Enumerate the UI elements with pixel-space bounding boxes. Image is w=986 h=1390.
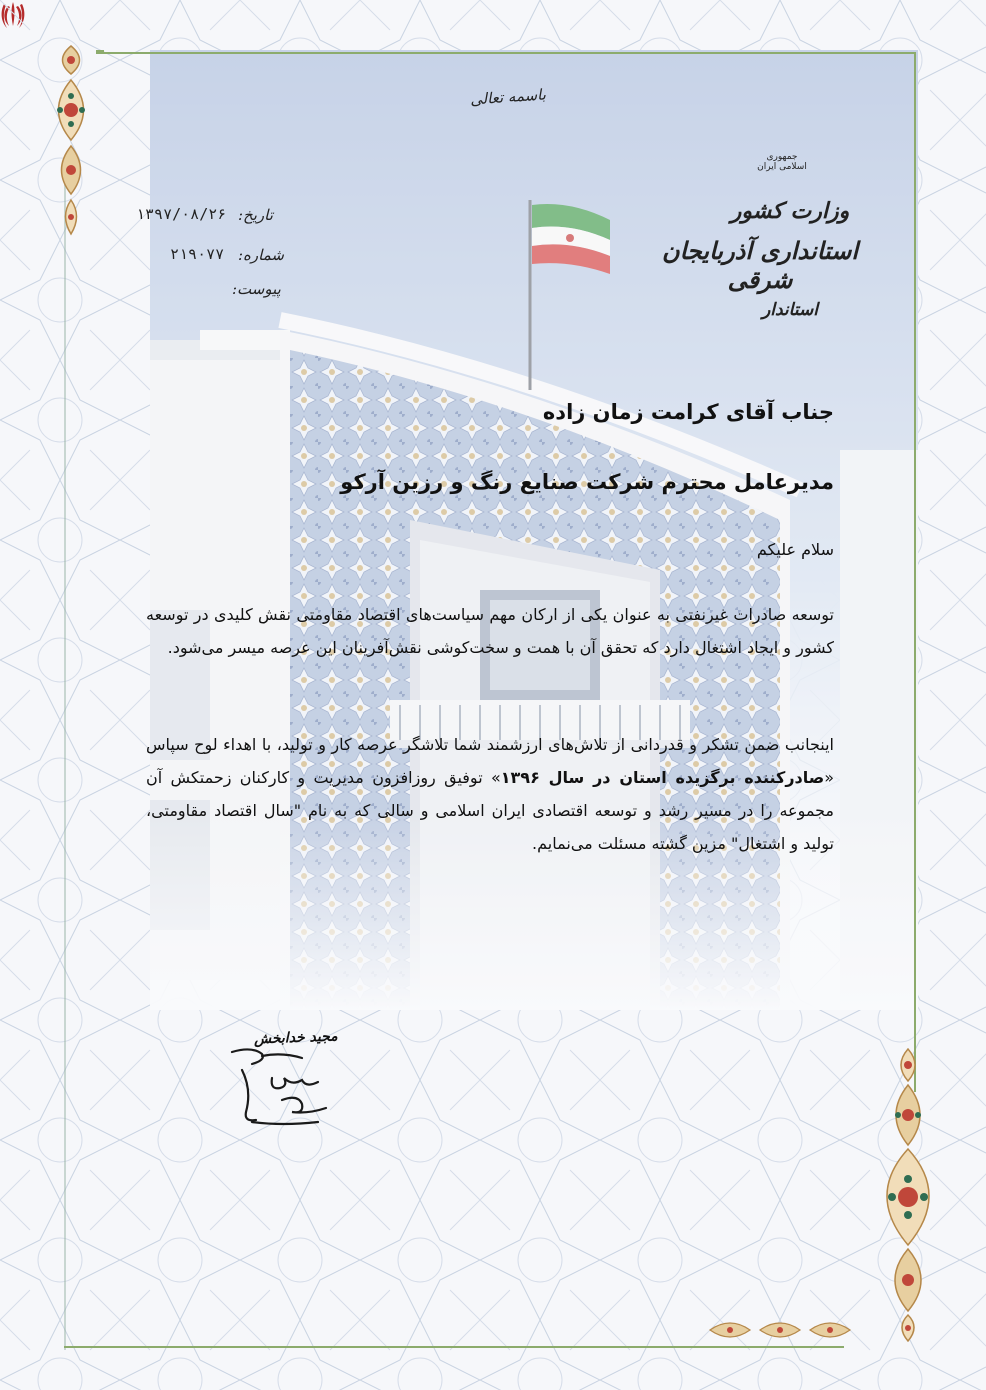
invocation-text: باسمه تعالی <box>469 85 547 109</box>
frame-top-line <box>96 52 916 54</box>
date-label: تاریخ: <box>238 206 273 224</box>
attachment-label: پیوست: <box>232 280 281 298</box>
signer-name: مجید خدابخش <box>253 1028 338 1048</box>
paragraph-2-highlight: صادرکننده برگزیده استان در سال ۱۳۹۶ <box>500 768 825 787</box>
greeting: سلام علیکم <box>756 540 834 559</box>
ministry-title: وزارت کشور <box>730 198 850 224</box>
paragraph-2 <box>146 728 834 860</box>
frame-right-line <box>914 52 916 1092</box>
ornament-bottom-strip <box>700 1310 880 1350</box>
number-value: ۲۱۹۰۷۷ <box>170 245 225 263</box>
recipient-title: مدیرعامل محترم شرکت صنایع رنگ و رزین آرکو <box>340 470 834 494</box>
republic-label: جمهوری اسلامی ایران <box>757 152 807 172</box>
governorate-title: استانداری آذربایجان شرقی <box>661 236 859 294</box>
recipient-name: جناب آقای کرامت زمان زاده <box>542 400 834 424</box>
ornament-bottom-right <box>862 1045 954 1345</box>
paragraph-2-before: اینجانب ضمن تشکر و قدردانی از تلاش‌های ارزشمند شما تلاشگر عرصه کار و تولید، با اهداء لوح سپاس « <box>146 735 835 787</box>
paragraph-2-after: » توفیق روزافزون مدیریت و کارکنان زحمتکش آن مجموعه را در مسیر رشد و توسعه اقتصادی ایران اسلامی و سالی که به نام "سال اقتصاد مقاومتی، تولید و اشتغال" مزین گشته مسئلت می‌نمایم. <box>146 768 834 853</box>
paragraph-1: توسعه صادرات غیرنفتی به عنوان یکی از ارکان مهم سیاست‌های اقتصاد مقاومتی نقش کلیدی در توسعه کشور و ایجاد اشتغال دارد که تحقق آن با همت و سخت‌کوشی نقش‌آفرینان این عرصه میسر می‌شود. <box>146 605 834 657</box>
number-label: شماره: <box>238 246 284 264</box>
date-value: ۱۳۹۷/۰۸/۲۶ <box>136 205 227 223</box>
ornament-top-left <box>38 40 104 240</box>
governor-title: استاندار <box>762 300 818 320</box>
building-photo <box>150 50 918 1010</box>
frame-left-line <box>64 180 66 1350</box>
